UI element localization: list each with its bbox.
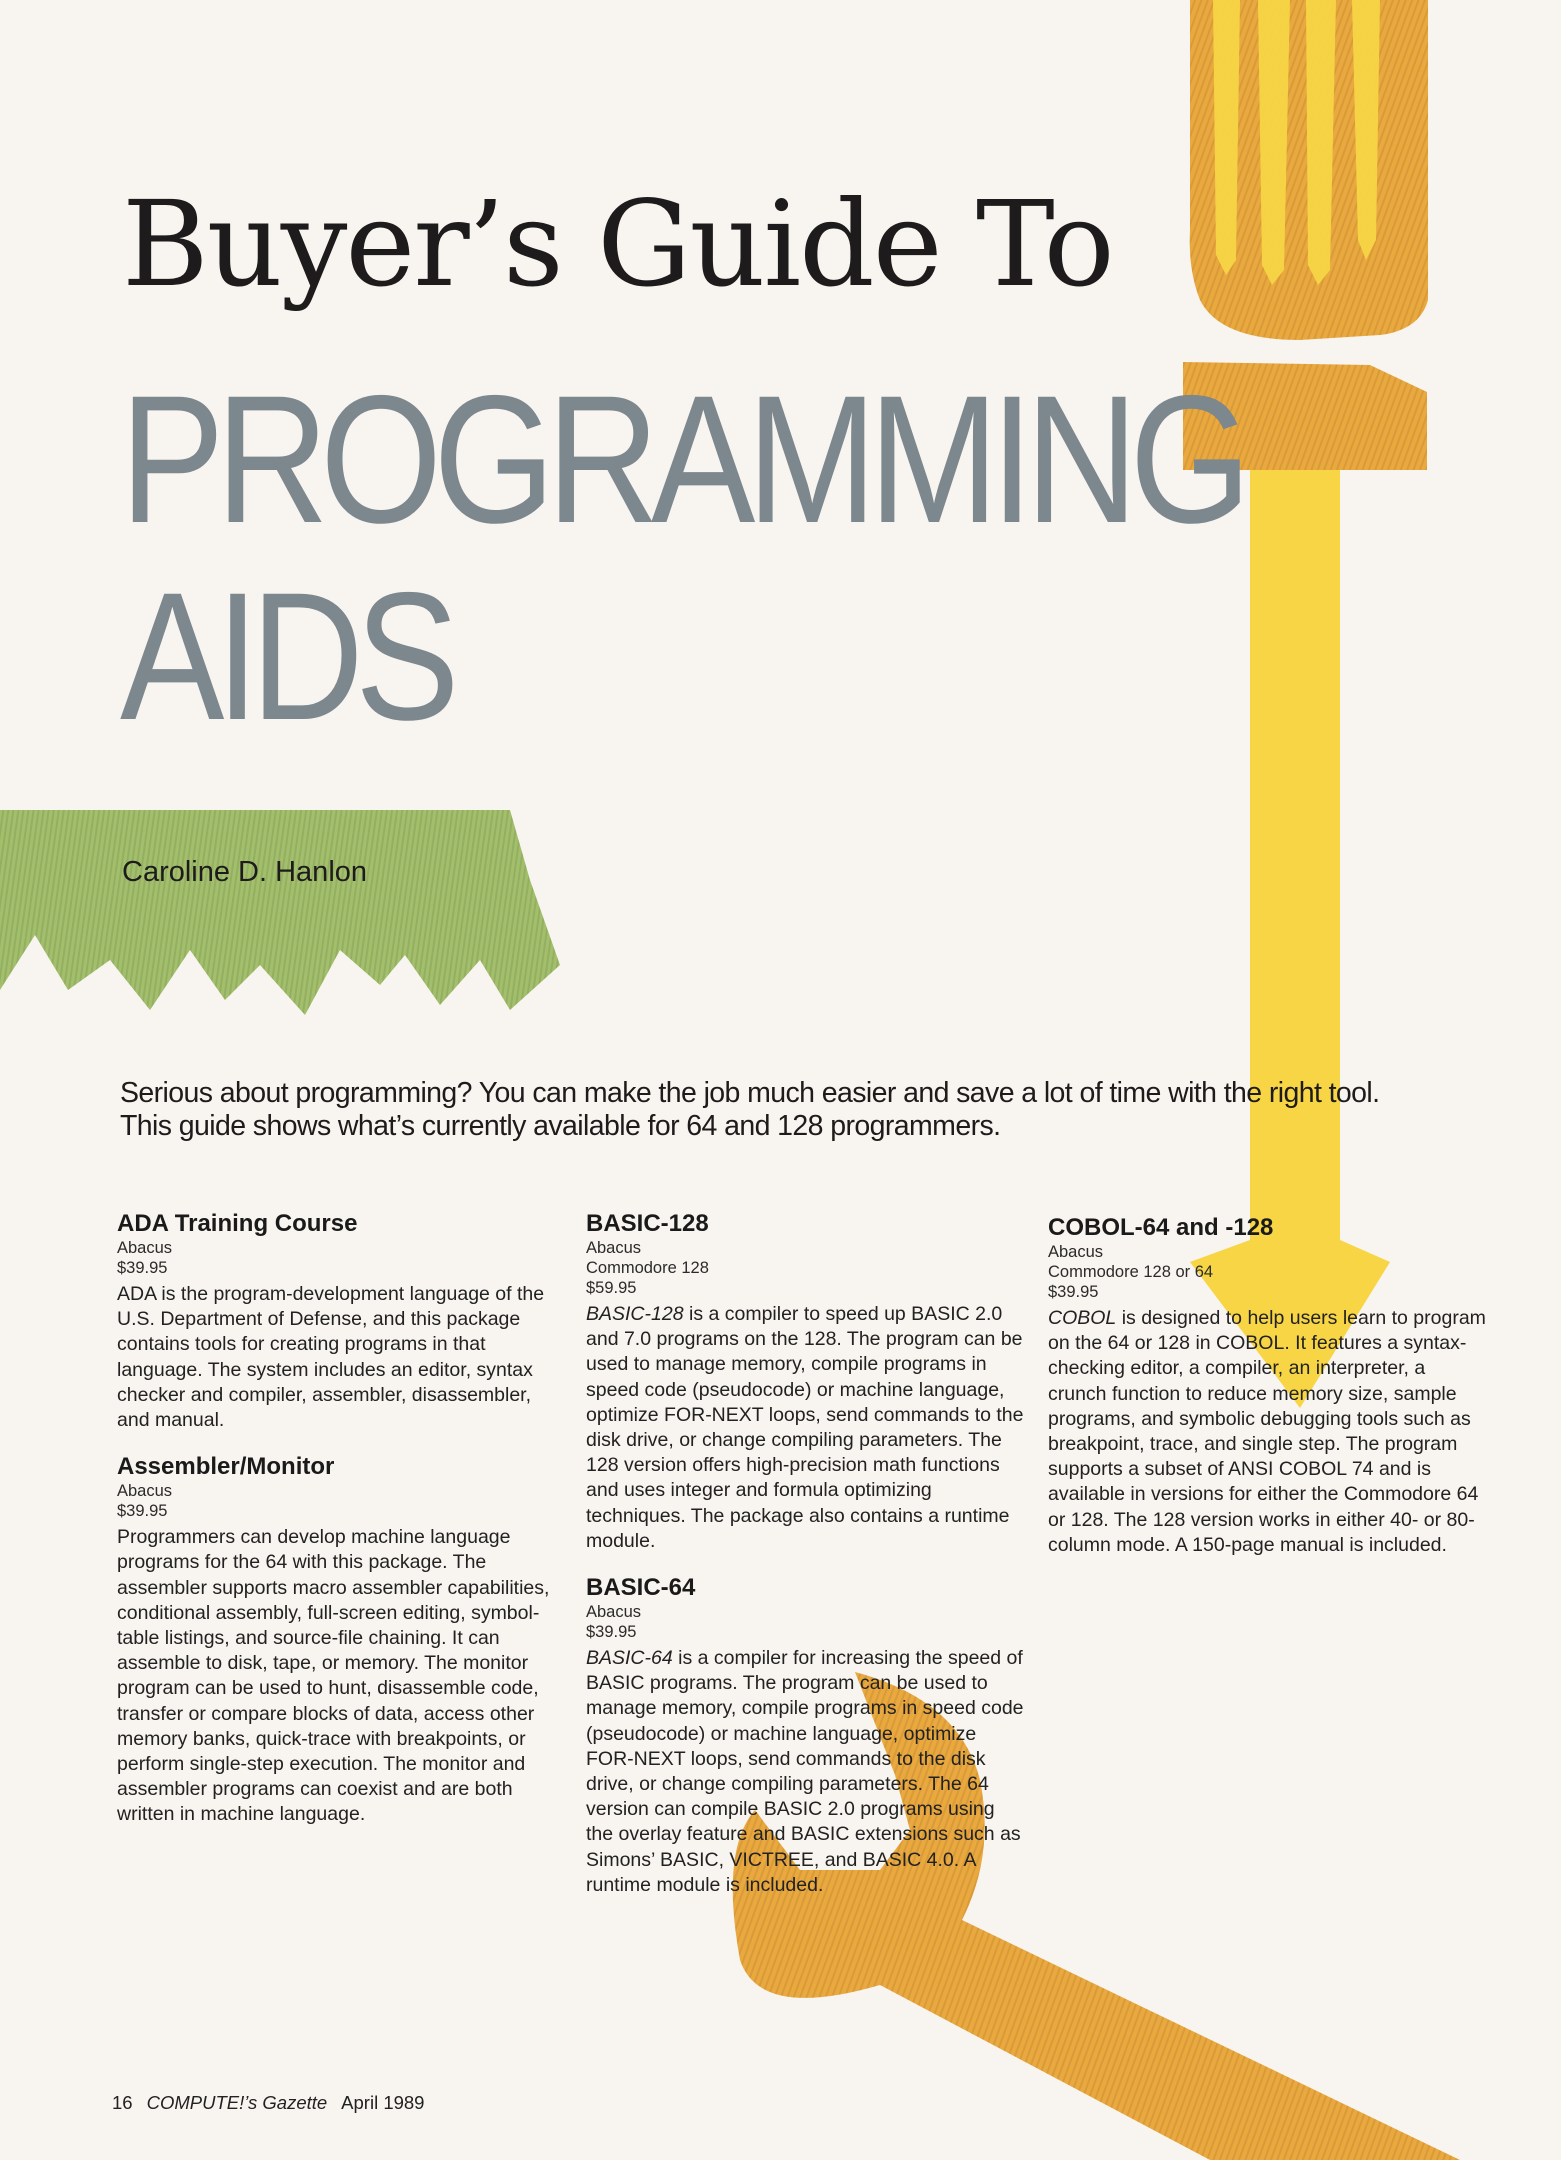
intro-paragraph [120, 1077, 1520, 1143]
screwdriver-icon [1183, 0, 1428, 1408]
product-price: $39.95 [117, 1259, 168, 1277]
product-price: $39.95 [586, 1623, 637, 1642]
product-name-italic: BASIC-128 [586, 1303, 684, 1325]
issue-date: April 1989 [341, 2092, 425, 2113]
magazine-name: COMPUTE!’s Gazette [146, 2092, 328, 2113]
product-entry-assembler-monitor [117, 1453, 557, 1827]
product-price: $59.95 [586, 1279, 637, 1297]
product-title: BASIC-64 [586, 1574, 696, 1602]
product-name-italic: COBOL [1048, 1307, 1117, 1329]
product-entry-cobol [1048, 1214, 1488, 1558]
title-main-line1: PROGRAMMING [120, 357, 1243, 561]
column-3 [1048, 1214, 1488, 1578]
product-publisher: Abacus [586, 1239, 642, 1257]
column-2 [586, 1210, 1026, 1918]
product-title: ADA Training Course [117, 1210, 358, 1237]
product-description [1048, 1306, 1488, 1558]
product-description: ADA is the program-development language of the U.S. Department of Defense, and this package contains tools for creating programs in that language. The system includes an editor, syntax checker and compiler, assembler, disassembler, and manual. [117, 1283, 545, 1432]
page-footer [112, 2092, 424, 2114]
product-description-text: is a compiler to speed up BASIC 2.0 and 7.0 programs on the 128. The program can be used to manage memory, compile programs in speed code (pseudocode) or machine language, optimize FOR-NEXT loops, send commands to the disk drive, or change compiling parameters. The 128 version offers high-precision math functions and uses integer and formula optimizing techniques. The package also contains a runtime module. [586, 1303, 1024, 1552]
author-byline: Caroline D. Hanlon [122, 856, 368, 888]
product-publisher: Abacus [117, 1239, 173, 1257]
title-main-line2: AIDS [120, 554, 451, 758]
intro-line-1: Serious about programming? You can make the job much easier and save a lot of time with the right tool. [120, 1077, 1380, 1109]
product-description [586, 1302, 1026, 1554]
product-entry-basic-128 [586, 1210, 1026, 1554]
product-title: Assembler/Monitor [117, 1453, 335, 1481]
product-description-text: is a compiler for increasing the speed of BASIC programs. The program can be used to manage memory, compile programs in speed code (pseudocode) or machine language, optimize FOR-NEXT loops, send commands to the disk drive, or change compiling parameters. The 64 version can compile BASIC 2.0 programs using the overlay feature and BASIC extensions such as Simons’ BASIC, VICTREE, and BASIC 4.0. A runtime module is included. [586, 1647, 1024, 1896]
product-title: COBOL-64 and -128 [1048, 1214, 1274, 1241]
product-publisher: Abacus [117, 1482, 173, 1501]
title-kicker: Buyer’s Guide To [122, 175, 1113, 313]
intro-line-2: This guide shows what’s currently available for 64 and 128 programmers. [120, 1110, 1001, 1142]
column-1 [117, 1210, 557, 1848]
saw-blade-icon [0, 810, 560, 1015]
product-price: $39.95 [117, 1502, 168, 1521]
product-entry-ada [117, 1210, 557, 1433]
product-entry-basic-64 [586, 1574, 1026, 1898]
product-publisher: Abacus [586, 1603, 642, 1622]
product-platform: Commodore 128 [586, 1259, 709, 1277]
product-description-text: is designed to help users learn to program on the 64 or 128 in COBOL. It features a syntax-checking editor, a compiler, an interpreter, a crunch function to reduce memory size, sample programs, and symbolic debugging tools such as breakpoint, trace, and single step. The program supports a subset of ANSI COBOL 74 and is available in versions for either the Commodore 64 or 128. The 128 version works in either 40- or 80-column mode. A 150-page manual is included. [1048, 1307, 1486, 1556]
page-number: 16 [112, 2092, 133, 2113]
product-description [586, 1646, 1026, 1898]
product-name-italic: BASIC-64 [586, 1647, 673, 1670]
product-publisher: Abacus [1048, 1243, 1104, 1261]
product-title: BASIC-128 [586, 1210, 709, 1237]
product-platform: Commodore 128 or 64 [1048, 1263, 1214, 1281]
product-price: $39.95 [1048, 1283, 1099, 1301]
product-description: Programmers can develop machine language programs for the 64 with this package. The assembler supports macro assembler capabilities, conditional assembly, full-screen editing, symbol-table listings, and source-file chaining. It can assemble to disk, tape, or memory. The monitor program can be used to hunt, disassemble code, transfer or compare blocks of data, access other memory banks, quick-trace with breakpoints, or perform single-step execution. The monitor and assembler programs can coexist and are both written in machine language. [117, 1526, 550, 1826]
